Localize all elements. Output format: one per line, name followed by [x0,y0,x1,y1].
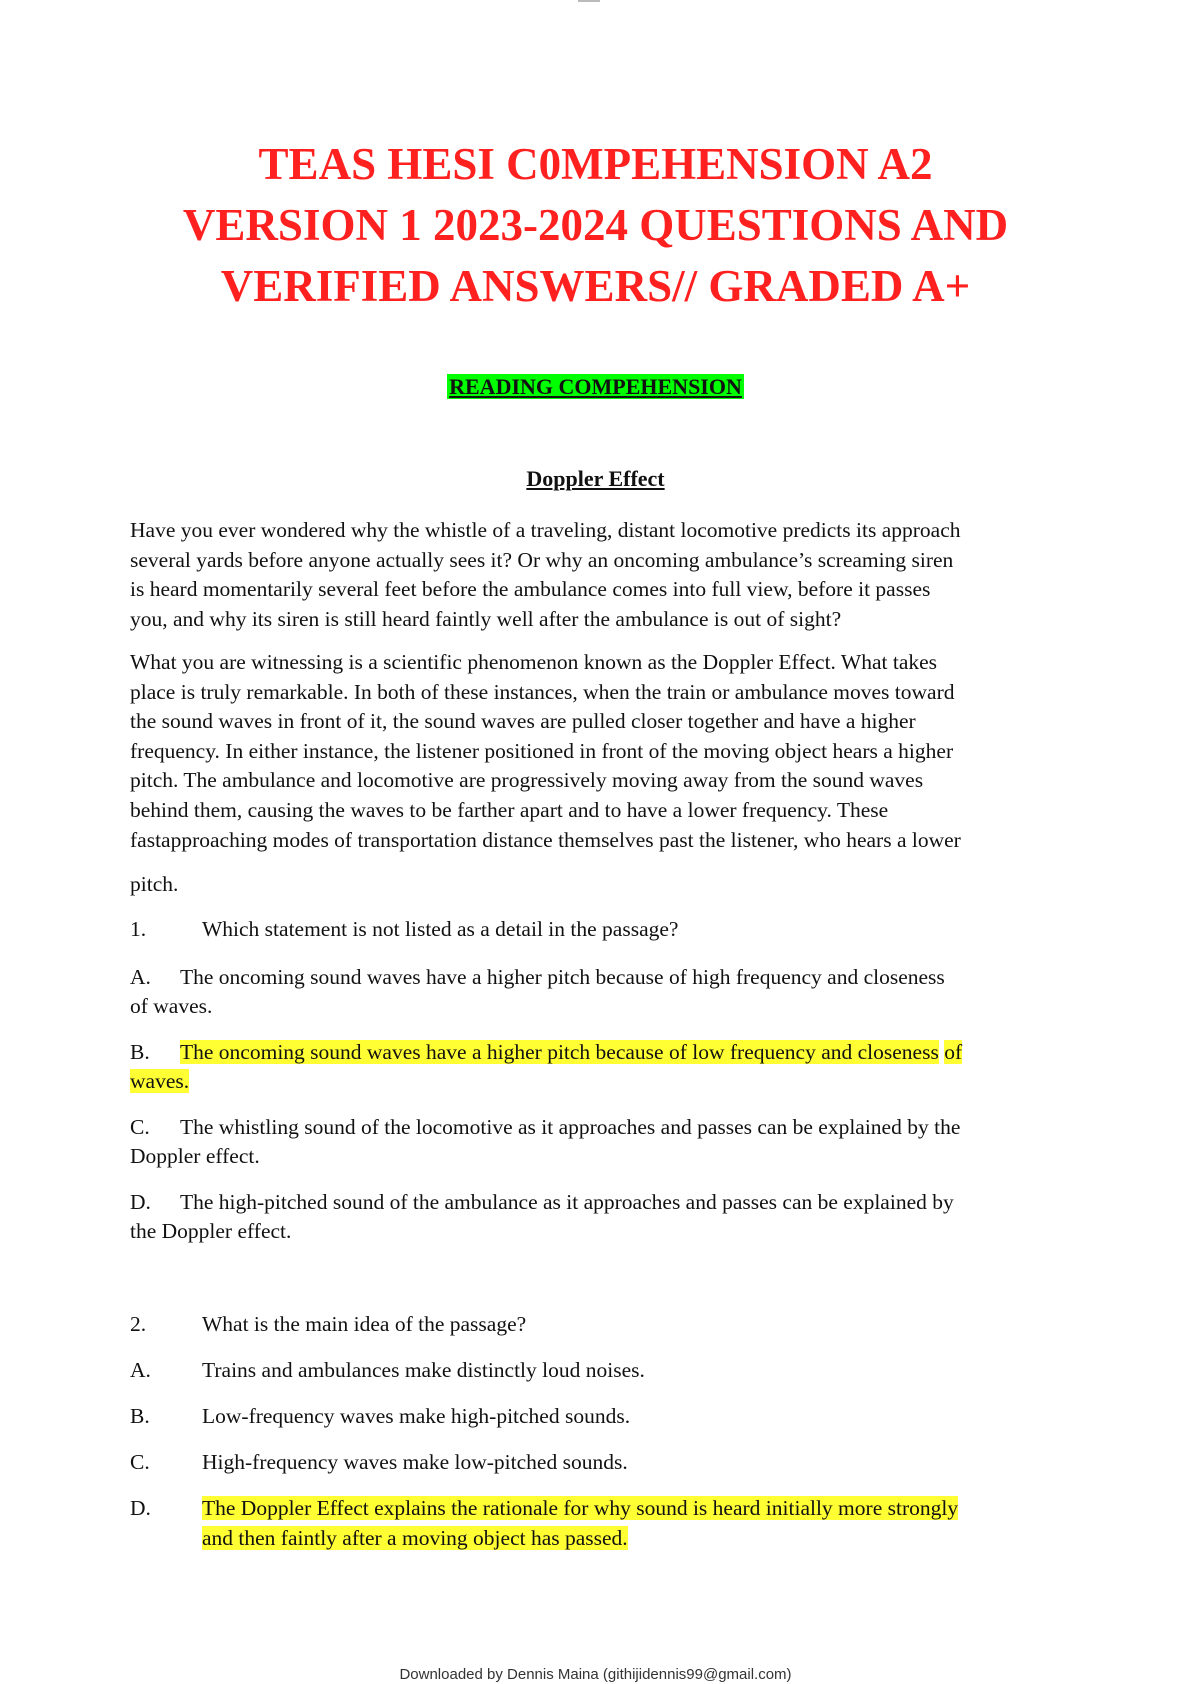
q2-option-d [130,1496,958,1521]
option-text: The oncoming sound waves have a higher pitch because of high frequency and closeness [180,965,945,989]
passage-title: Doppler Effect [526,466,665,491]
document-title [100,134,1091,317]
title-line-2: VERSION 1 2023-2024 QUESTIONS AND [182,200,1009,250]
title-line-3: VERIFIED ANSWERS// GRADED A+ [220,261,971,311]
paragraph-line: is heard momentarily several feet before the ambulance comes into full view, before it passes [130,577,931,602]
header-mark [578,0,600,2]
section-heading-text: READING COMPEHENSION [449,374,742,399]
paragraph-line: you, and why its siren is still heard faintly well after the ambulance is out of sight? [130,606,842,631]
q2-option-d-line2 [202,1526,628,1551]
q1-option-d [130,1190,954,1215]
option-label: A. [130,965,151,989]
correct-answer-highlight: and then faintly after a moving object has passed. [202,1526,628,1550]
q2-option-a [130,1358,645,1383]
q1-option-b [130,1040,962,1065]
option-label: D. [130,1496,151,1520]
correct-answer-highlight: The Doppler Effect explains the rationale for why sound is heard initially more strongly [202,1496,959,1520]
q1-option-b-line2 [130,1069,189,1094]
correct-answer-highlight: The oncoming sound waves have a higher pitch because of low frequency and closeness [180,1040,939,1064]
question-1-number: 1. [130,917,147,941]
paragraph-2-end: pitch. [130,872,179,896]
q1-option-a-line2: of waves. [130,994,213,1018]
q2-option-b [130,1404,630,1429]
option-label: C. [130,1450,150,1474]
q2-option-c [130,1450,628,1475]
q1-option-c [130,1115,960,1140]
q1-option-d-line2: the Doppler effect. [130,1219,292,1243]
paragraph-line: frequency. In either instance, the listener positioned in front of the moving object hears a higher [130,738,954,763]
option-label: D. [130,1190,151,1214]
paragraph-line: behind them, causing the waves to be farther apart and to have a lower frequency. These [130,797,889,822]
paragraph-line: the sound waves in front of it, the sound waves are pulled closer together and have a higher [130,709,916,734]
option-text: Trains and ambulances make distinctly loud noises. [202,1358,645,1382]
option-label: B. [130,1040,150,1064]
paragraph-2 [130,648,1075,855]
correct-answer-highlight: of [944,1040,963,1064]
question-2 [130,1312,526,1337]
paragraph-line: place is truly remarkable. In both of these instances, when the train or ambulance moves toward [130,679,955,704]
correct-answer-highlight: waves. [130,1069,190,1093]
q1-option-c-line2: Doppler effect. [130,1144,260,1168]
q1-option-a [130,965,945,990]
option-label: B. [130,1404,150,1428]
question-2-number: 2. [130,1312,147,1336]
section-heading [0,374,1191,400]
question-1-text: Which statement is not listed as a detail in the passage? [202,917,679,941]
option-text: The whistling sound of the locomotive as it approaches and passes can be explained by the [180,1115,961,1139]
paragraph-line: several yards before anyone actually sees it? Or why an oncoming ambulance’s screaming siren [130,547,954,572]
title-line-1: TEAS HESI C0MPEHENSION A2 [258,139,933,189]
paragraph-line: pitch. The ambulance and locomotive are progressively moving away from the sound waves [130,768,924,793]
option-label: A. [130,1358,151,1382]
paragraph-line: What you are witnessing is a scientific phenomenon known as the Doppler Effect. What takes [130,650,938,674]
option-label: C. [130,1115,150,1139]
option-text: High-frequency waves make low-pitched sounds. [202,1450,628,1474]
question-2-text: What is the main idea of the passage? [202,1312,527,1336]
option-text: The high-pitched sound of the ambulance as it approaches and passes can be explained by [180,1190,954,1214]
option-text: Low-frequency waves make high-pitched sounds. [202,1404,631,1428]
download-footer: Downloaded by Dennis Maina (githijidennis99@gmail.com) [399,1666,792,1683]
paragraph-line: fastapproaching modes of transportation distance themselves past the listener, who hears a lower [130,827,961,852]
paragraph-1 [130,516,1075,634]
question-1 [130,917,678,942]
paragraph-line: Have you ever wondered why the whistle of a traveling, distant locomotive predicts its approach [130,518,961,542]
